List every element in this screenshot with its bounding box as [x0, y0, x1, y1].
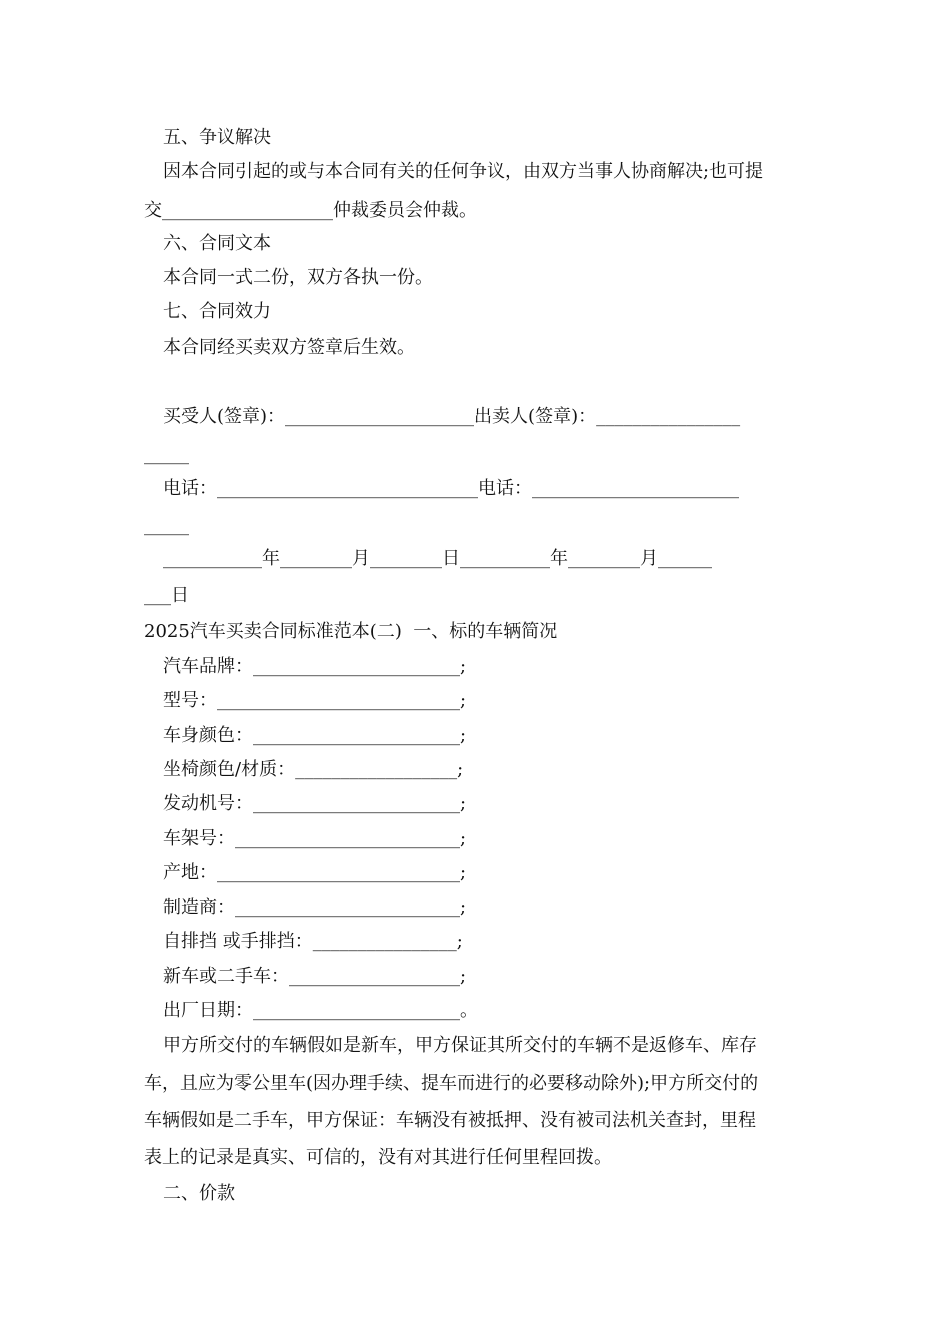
field-engine-number: 发动机号：_______________________;: [163, 793, 467, 814]
paragraph-line: 本合同一式二份，双方各执一份。: [163, 267, 433, 288]
phone-line-continued: _____: [144, 515, 189, 536]
date-line: ___________年________月________日__________年________月______: [163, 548, 712, 569]
section-heading-effect: 七、合同效力: [163, 301, 271, 322]
signature-line-continued: _____: [144, 444, 189, 465]
document-title: 2025汽车买卖合同标准范本(二) 一、标的车辆简况: [144, 621, 558, 642]
paragraph-line: 表上的记录是真实、可信的，没有对其进行任何里程回拨。: [144, 1147, 612, 1168]
field-frame-number: 车架号：_________________________;: [163, 828, 467, 849]
field-transmission: 自排挡 或手排挡：________________;: [163, 931, 463, 952]
field-manufacturer: 制造商：_________________________;: [163, 897, 467, 918]
paragraph-line: 因本合同引起的或与本合同有关的任何争议，由双方当事人协商解决;也可提: [163, 161, 764, 182]
paragraph-line: 甲方所交付的车辆假如是新车，甲方保证其所交付的车辆不是返修车、库存: [163, 1035, 757, 1056]
date-line-continued: ___日: [144, 585, 189, 606]
field-seat-color: 坐椅颜色/材质：__________________;: [163, 759, 464, 780]
signature-line: 买受人(签章)：_____________________出卖人(签章)：________________: [163, 406, 741, 427]
paragraph-line: 车，且应为零公里车(因办理手续、提车而进行的必要移动除外);甲方所交付的: [144, 1073, 759, 1094]
paragraph-line: 车辆假如是二手车，甲方保证：车辆没有被抵押、没有被司法机关查封，里程: [144, 1110, 756, 1131]
field-production-date: 出厂日期：_______________________。: [163, 1000, 478, 1021]
field-body-color: 车身颜色：_______________________;: [163, 725, 467, 746]
field-model: 型号：___________________________;: [163, 690, 467, 711]
paragraph-line: 本合同经买卖双方签章后生效。: [163, 337, 415, 358]
field-origin: 产地：___________________________;: [163, 862, 467, 883]
section-heading-text: 六、合同文本: [163, 233, 271, 254]
field-brand: 汽车品牌：_______________________;: [163, 656, 467, 677]
phone-line: 电话：_____________________________电话：_______________________: [163, 478, 739, 499]
field-new-or-used: 新车或二手车：___________________;: [163, 966, 467, 987]
section-heading-price: 二、价款: [163, 1183, 235, 1204]
paragraph-line: 交___________________仲裁委员会仲裁。: [144, 200, 477, 221]
section-heading-dispute: 五、争议解决: [163, 127, 271, 148]
